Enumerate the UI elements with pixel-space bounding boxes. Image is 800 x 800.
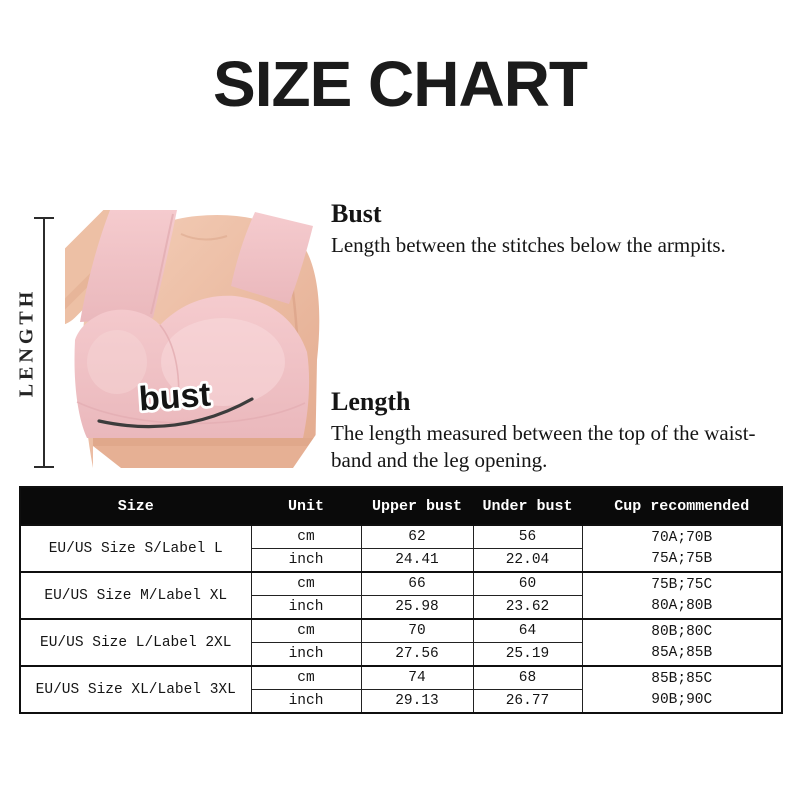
cup-line: 75A;75B: [651, 550, 713, 567]
under-bust-cell: 25.19: [473, 643, 582, 667]
upper-bust-cell: 70: [361, 619, 473, 643]
under-bust-cell: 22.04: [473, 549, 582, 573]
cup-cell: [582, 572, 782, 619]
size-cell: EU/US Size M/Label XL: [20, 572, 251, 619]
under-bust-cell: 23.62: [473, 596, 582, 620]
upper-bust-cell: 66: [361, 572, 473, 596]
length-note-body-line2: band and the leg opening.: [331, 448, 548, 472]
upper-bust-cell: 62: [361, 525, 473, 549]
length-axis-label: LENGTH: [15, 287, 38, 398]
cup-line: 80A;80B: [651, 597, 713, 614]
cup-cell: [582, 619, 782, 666]
size-table: [19, 486, 783, 714]
unit-cell: cm: [251, 619, 361, 643]
page-title: SIZE CHART: [213, 48, 587, 120]
table-row-xl-cm: [20, 666, 782, 690]
table-row-m-cm: [20, 572, 782, 596]
size-cell: EU/US Size S/Label L: [20, 525, 251, 572]
unit-cell: cm: [251, 525, 361, 549]
unit-cell: inch: [251, 596, 361, 620]
col-header-size: Size: [20, 487, 251, 525]
length-note-heading: Length: [331, 387, 411, 416]
table-row-s-cm: [20, 525, 782, 549]
under-bust-cell: 68: [473, 666, 582, 690]
length-note: [331, 387, 756, 474]
table-header-row: [20, 487, 782, 525]
upper-bust-cell: 74: [361, 666, 473, 690]
cup-line: 90B;90C: [651, 691, 713, 708]
unit-cell: cm: [251, 572, 361, 596]
cup-line: 85B;85C: [651, 670, 713, 687]
col-header-under-bust: Under bust: [473, 487, 582, 525]
bust-note-body: Length between the stitches below the armpits.: [331, 233, 726, 257]
under-bust-cell: 60: [473, 572, 582, 596]
size-cell: EU/US Size L/Label 2XL: [20, 619, 251, 666]
bust-note: [331, 199, 726, 259]
cup-line: 80B;80C: [651, 623, 713, 640]
unit-cell: inch: [251, 643, 361, 667]
table-row-l-cm: [20, 619, 782, 643]
length-bracket-line: [43, 218, 45, 467]
upper-bust-cell: 29.13: [361, 690, 473, 714]
unit-cell: inch: [251, 549, 361, 573]
under-bust-cell: 26.77: [473, 690, 582, 714]
size-cell: EU/US Size XL/Label 3XL: [20, 666, 251, 713]
upper-bust-cell: 24.41: [361, 549, 473, 573]
bra-product-photo: [65, 210, 330, 468]
bust-annotation-label: bust: [137, 375, 212, 419]
cup-line: 70A;70B: [651, 529, 713, 546]
col-header-unit: Unit: [251, 487, 361, 525]
col-header-upper-bust: Upper bust: [361, 487, 473, 525]
bust-note-heading: Bust: [331, 199, 382, 228]
unit-cell: inch: [251, 690, 361, 714]
under-bust-cell: 64: [473, 619, 582, 643]
cup-line: 75B;75C: [651, 576, 713, 593]
length-note-body-line1: The length measured between the top of the waist-: [331, 421, 756, 445]
cup-cell: [582, 666, 782, 713]
col-header-cup-recommended: Cup recommended: [582, 487, 782, 525]
under-bust-cell: 56: [473, 525, 582, 549]
unit-cell: cm: [251, 666, 361, 690]
upper-bust-cell: 27.56: [361, 643, 473, 667]
cup-cell: [582, 525, 782, 572]
upper-bust-cell: 25.98: [361, 596, 473, 620]
cup-line: 85A;85B: [651, 644, 713, 661]
band-shadow: [93, 438, 315, 446]
length-bracket-bottom-cap: [34, 466, 54, 468]
